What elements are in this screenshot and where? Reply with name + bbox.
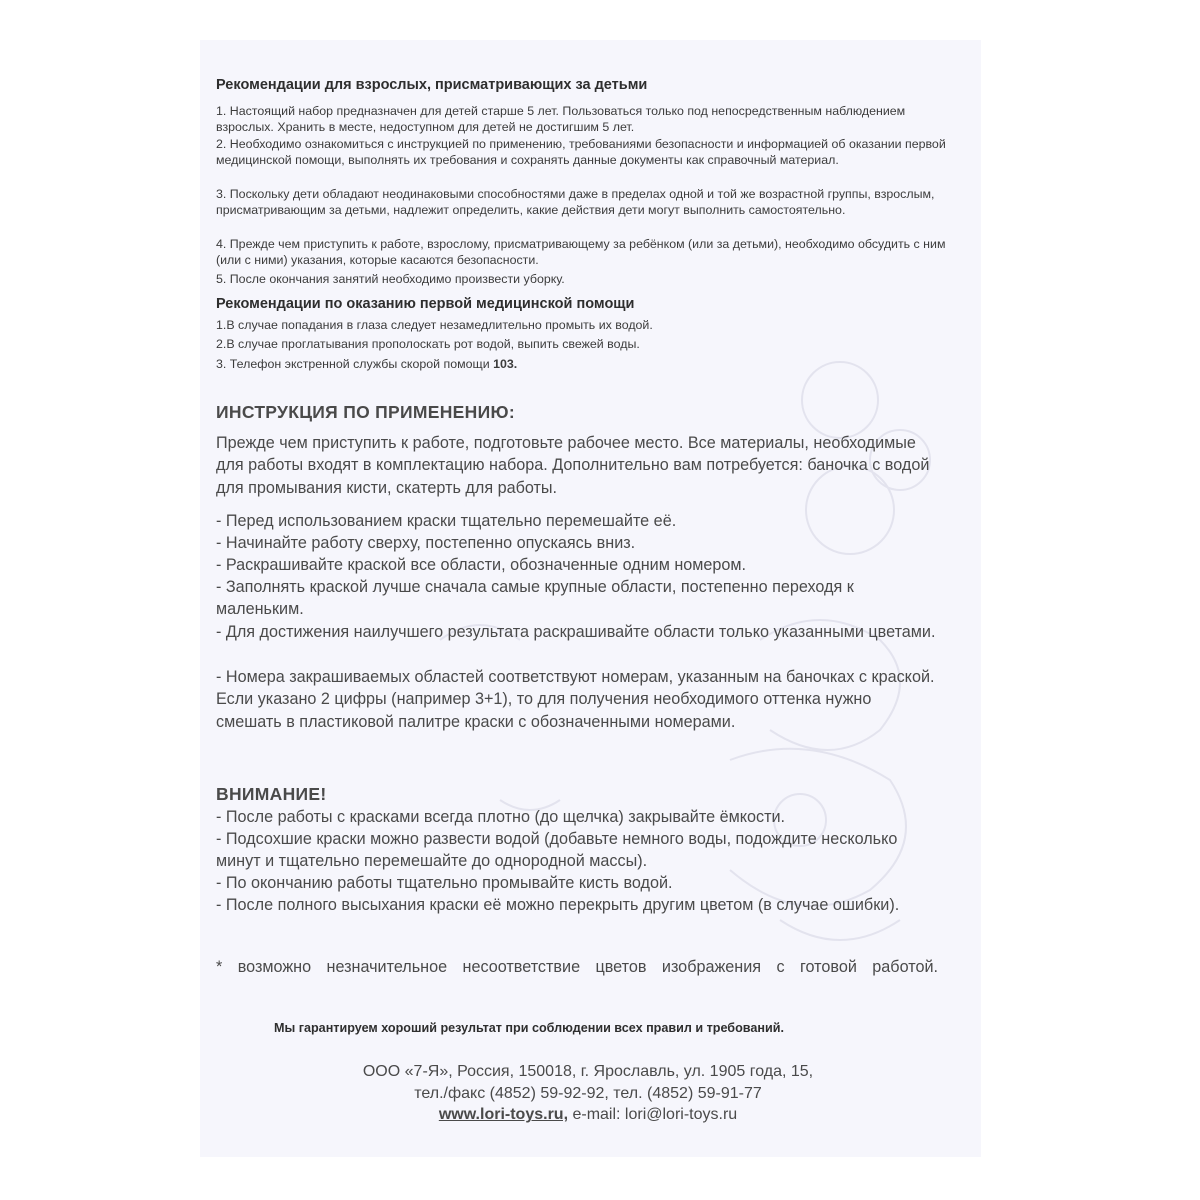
warning-item-2: - Подсохшие краски можно развести водой (добавьте немного воды, подождите несколько минут и тщательно перемешайте до однородной массы). (216, 830, 898, 871)
warning-item-3: - По окончанию работы тщательно промывайте кисть водой. (216, 874, 673, 892)
instructions-item-6: - Номера закрашиваемых областей соответствуют номерам, указанным на баночках с краской. Если указано 2 цифры (например 3+1), то для получения необходимого оттенка нужно смешать в пластиковой палитре краски с обозначенными номерами. (216, 668, 935, 731)
safety-item-1: 1. Настоящий набор предназначен для детей старше 5 лет. Пользоваться только под непосредственным наблюдением взрослых. Хранить в месте, недоступном для детей не достигшим 5 лет. (216, 104, 906, 135)
website-link[interactable]: www.lori-toys.ru, (438, 1106, 569, 1124)
email-text: e-mail: lori@lori-toys.ru (568, 1106, 738, 1124)
instruction-sheet (200, 40, 981, 1157)
safety-item-4: 4. Прежде чем приступить к работе, взрослому, присматривающему за ребёнком (или за детьми), необходимо обсудить с ним (или с ними) указания, которые касаются безопасности. (216, 237, 946, 268)
warning-heading: ВНИМАНИЕ! (216, 784, 327, 804)
first-aid-item-2: 2.В случае проглатывания прополоскать рот водой, выпить свежей воды. (216, 337, 640, 351)
instructions-item-5: - Для достижения наилучшего результата раскрашивайте области только указанными цветами. (216, 623, 936, 641)
instructions-heading: ИНСТРУКЦИЯ ПО ПРИМЕНЕНИЮ: (216, 402, 515, 422)
instructions-item-3: - Раскрашивайте краской все области, обозначенные одним номером. (216, 556, 747, 574)
company-address (308, 1061, 868, 1126)
safety-item-3: 3. Поскольку дети обладают неодинаковыми способностями даже в пределах одной и той же возрастной группы, взрослым, присматривающим за детьми, надлежит определить, какие действия дети могут выполнить самостоятельно. (216, 187, 935, 218)
instructions-item-2: - Начинайте работу сверху, постепенно опускаясь вниз. (216, 534, 636, 552)
guarantee-text: Мы гарантируем хороший результат при соблюдении всех правил и требований. (274, 1021, 784, 1035)
address-line-1: ООО «7-Я», Россия, 150018, г. Ярославль, ул. 1905 года, 15, (362, 1063, 814, 1080)
instructions-intro: Прежде чем приступить к работе, подготовьте рабочее место. Все материалы, необходимые для работы входят в комплектацию набора. Дополнительно вам потребуется: баночка с водой для промывания кисти, скатерть для работы. (216, 434, 930, 497)
instructions-item-4: - Заполнять краской лучше сначала самые крупные области, постепенно переходя к маленьким. (216, 578, 854, 619)
first-aid-item-1: 1.В случае попадания в глаза следует незамедлительно промыть их водой. (216, 318, 653, 332)
warning-item-1: - После работы с красками всегда плотно (до щелчка) закрывайте ёмкости. (216, 808, 786, 826)
emergency-phone: 103. (493, 357, 518, 371)
warning-item-4: - После полного высыхания краски её можно перекрыть другим цветом (в случае ошибки). (216, 896, 900, 914)
safety-item-2: 2. Необходимо ознакомиться с инструкцией по применению, требованиями безопасности и информацией об оказании первой медицинской помощи, выполнять их требования и сохранять данные документы как справочный материал. (216, 137, 946, 168)
first-aid-heading: Рекомендации по оказанию первой медицинской помощи (216, 296, 635, 312)
address-line-2: тел./факс (4852) 59-92-92, тел. (4852) 59-91-77 (414, 1084, 762, 1102)
first-aid-item-3: 3. Телефон экстренной службы скорой помощи 103. (216, 357, 518, 371)
instructions-item-1: - Перед использованием краски тщательно перемешайте её. (216, 512, 677, 530)
safety-item-5: 5. После окончания занятий необходимо произвести уборку. (216, 272, 565, 286)
color-disclaimer: * возможно незначительное несоответствие цветов изображения с готовой работой. (216, 958, 938, 976)
safety-heading: Рекомендации для взрослых, присматривающих за детьми (216, 77, 648, 93)
